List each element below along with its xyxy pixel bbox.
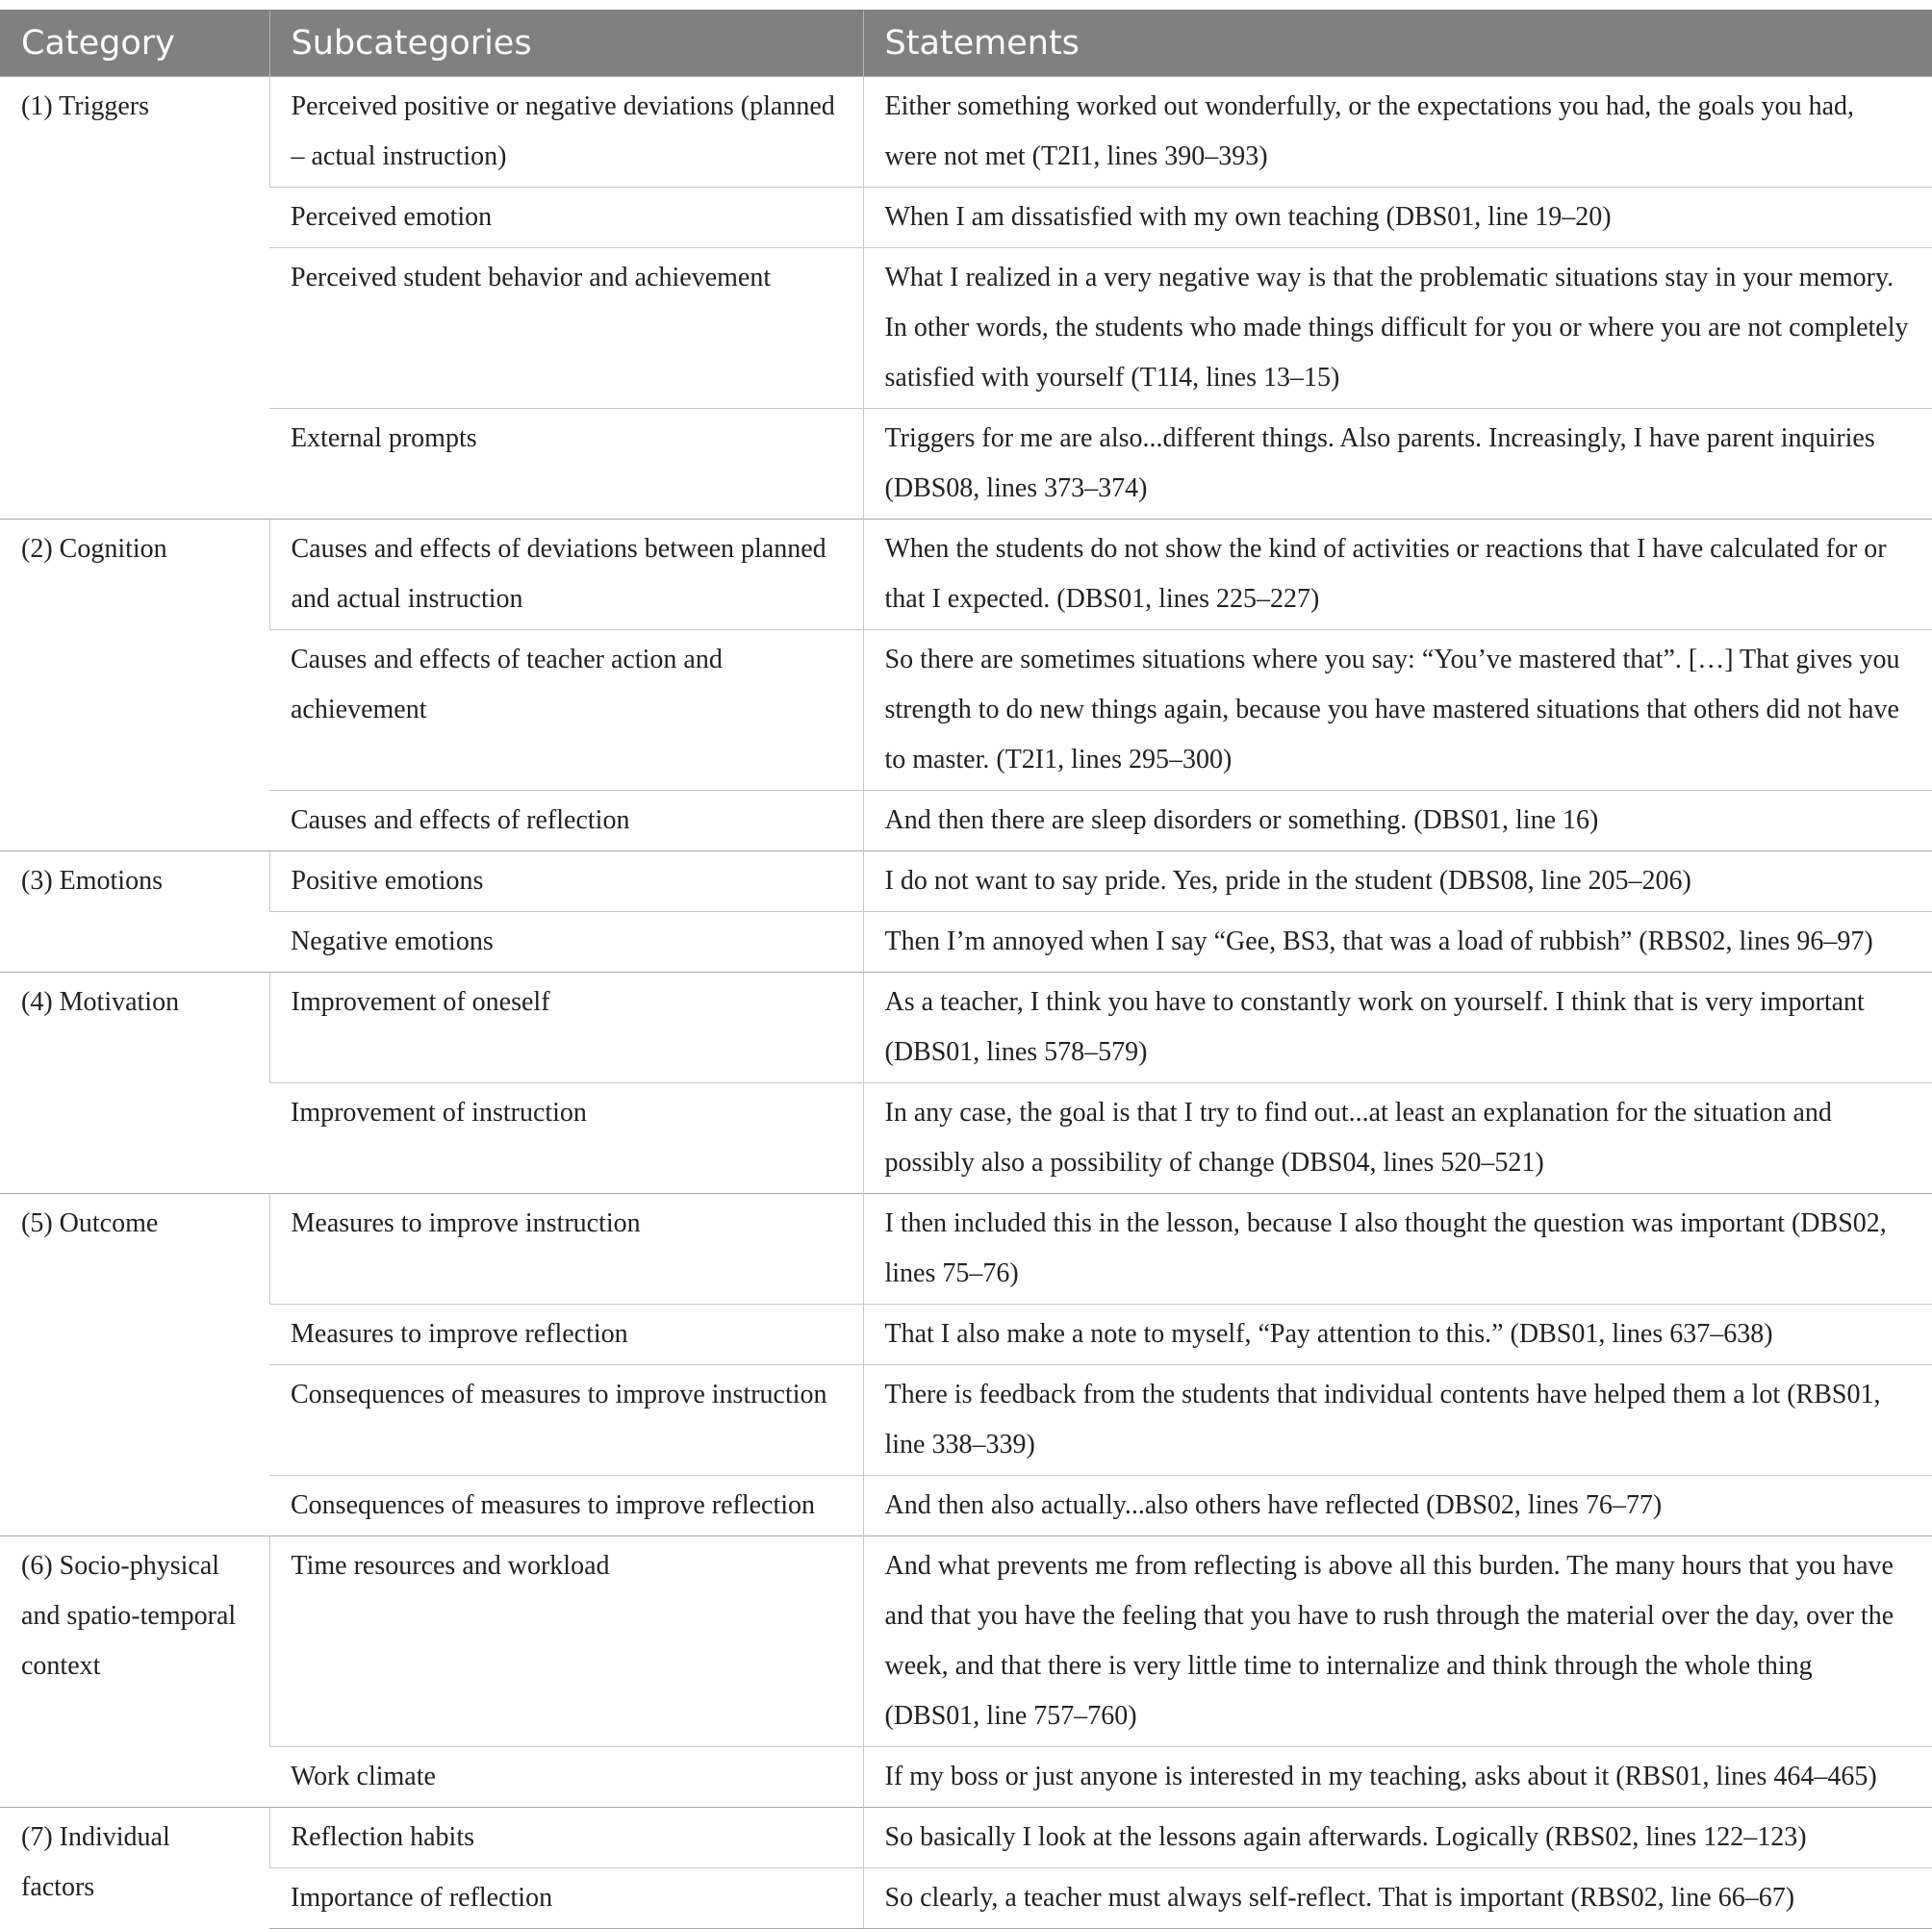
header-subcategories: Subcategories [269,11,863,77]
table-row [0,188,1932,248]
category-cell: (5) Outcome [0,1194,269,1536]
table-row [0,248,1932,409]
statement-cell: And then there are sleep disorders or something. (DBS01, line 16) [863,791,1932,851]
table-row [0,791,1932,851]
table-row [0,1868,1932,1929]
statement-cell: So clearly, a teacher must always self-reflect. That is important (RBS02, line 66–67) [863,1868,1932,1929]
statement-cell: What I realized in a very negative way is that the problematic situations stay in your memory. In other words, the students who made things difficult for you or where you are not completely satisfied with yourself (T1I4, lines 13–15) [863,248,1932,409]
statement-cell: There is feedback from the students that individual contents have helped them a lot (RBS01, line 338–339) [863,1365,1932,1476]
table-row [0,851,1932,912]
statement-cell: That I also make a note to myself, “Pay attention to this.” (DBS01, lines 637–638) [863,1305,1932,1365]
statement-cell: As a teacher, I think you have to constantly work on yourself. I think that is very important (DBS01, lines 578–579) [863,973,1932,1083]
subcategory-cell: Negative emotions [269,912,863,973]
statement-cell: I do not want to say pride. Yes, pride in the student (DBS08, line 205–206) [863,851,1932,912]
subcategory-cell: Positive emotions [269,851,863,912]
table-row [0,912,1932,973]
table-row [0,409,1932,520]
category-cell: (7) Individual factors [0,1808,269,1929]
category-cell: (3) Emotions [0,851,269,973]
statement-cell: If my boss or just anyone is interested in my teaching, asks about it (RBS01, lines 464–465) [863,1747,1932,1808]
subcategory-cell: Consequences of measures to improve instruction [269,1365,863,1476]
subcategory-cell: Reflection habits [269,1808,863,1868]
table-row [0,630,1932,791]
table-row [0,1536,1932,1747]
header-row [0,11,1932,77]
table-row [0,1808,1932,1868]
category-cell: (4) Motivation [0,973,269,1194]
subcategory-cell: Work climate [269,1747,863,1808]
header-category: Category [0,11,269,77]
table-row [0,1305,1932,1365]
table-row [0,973,1932,1083]
subcategory-cell: Time resources and workload [269,1536,863,1747]
statement-cell: I then included this in the lesson, because I also thought the question was important (DBS02, lines 75–76) [863,1194,1932,1305]
statement-cell: In any case, the goal is that I try to find out...at least an explanation for the situation and possibly also a possibility of change (DBS04, lines 520–521) [863,1083,1932,1194]
subcategory-cell: Improvement of instruction [269,1083,863,1194]
subcategory-cell: Causes and effects of deviations between planned and actual instruction [269,520,863,630]
subcategory-cell: Perceived student behavior and achievement [269,248,863,409]
subcategory-cell: Measures to improve instruction [269,1194,863,1305]
subcategory-cell: Consequences of measures to improve reflection [269,1476,863,1536]
category-cell: (6) Socio-physical and spatio-temporal context [0,1536,269,1808]
table-row [0,1365,1932,1476]
category-cell: (2) Cognition [0,520,269,851]
table-row [0,1194,1932,1305]
subcategory-cell: Improvement of oneself [269,973,863,1083]
table-row [0,77,1932,188]
table-header [0,11,1932,77]
subcategory-cell: External prompts [269,409,863,520]
subcategory-cell: Causes and effects of reflection [269,791,863,851]
table-body [0,77,1932,1929]
table-row [0,1747,1932,1808]
statement-cell: Triggers for me are also...different things. Also parents. Increasingly, I have parent inquiries (DBS08, lines 373–374) [863,409,1932,520]
reflection-categories-table [0,10,1932,1929]
statement-cell: So there are sometimes situations where you say: “You’ve mastered that”. […] That gives you strength to do new things again, because you have mastered situations that others did not have to master. (T2I1, lines 295–300) [863,630,1932,791]
statement-cell: So basically I look at the lessons again afterwards. Logically (RBS02, lines 122–123) [863,1808,1932,1868]
category-cell: (1) Triggers [0,77,269,520]
statement-cell: Either something worked out wonderfully, or the expectations you had, the goals you had, were not met (T2I1, lines 390–393) [863,77,1932,188]
statement-cell: When I am dissatisfied with my own teaching (DBS01, line 19–20) [863,188,1932,248]
statement-cell: Then I’m annoyed when I say “Gee, BS3, that was a load of rubbish” (RBS02, lines 96–97) [863,912,1932,973]
table-row [0,1083,1932,1194]
statement-cell: And then also actually...also others have reflected (DBS02, lines 76–77) [863,1476,1932,1536]
header-statements: Statements [863,11,1932,77]
subcategory-cell: Causes and effects of teacher action and achievement [269,630,863,791]
subcategory-cell: Importance of reflection [269,1868,863,1929]
table-row [0,1476,1932,1536]
statement-cell: And what prevents me from reflecting is above all this burden. The many hours that you have and that you have the feeling that you have to rush through the material over the day, over the week, and that there is very little time to internalize and think through the whole thing (DBS01, line 757–760) [863,1536,1932,1747]
statement-cell: When the students do not show the kind of activities or reactions that I have calculated for or that I expected. (DBS01, lines 225–227) [863,520,1932,630]
subcategory-cell: Measures to improve reflection [269,1305,863,1365]
subcategory-cell: Perceived emotion [269,188,863,248]
table-row [0,520,1932,630]
subcategory-cell: Perceived positive or negative deviations (planned – actual instruction) [269,77,863,188]
